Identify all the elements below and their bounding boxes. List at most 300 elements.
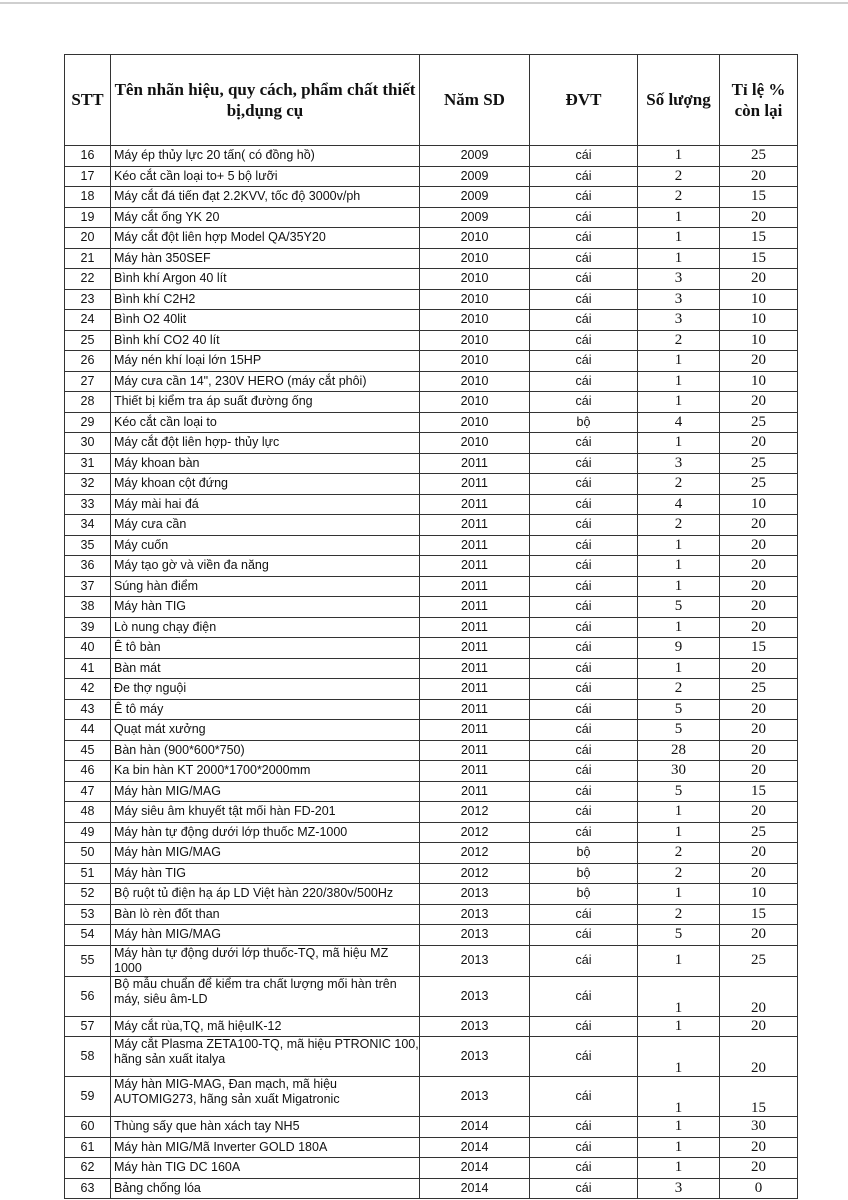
- header-stt: STT: [65, 55, 111, 146]
- cell-unit: cái: [530, 310, 638, 331]
- cell-unit: cái: [530, 658, 638, 679]
- equipment-table: [64, 54, 798, 1199]
- cell-qty: 1: [638, 658, 720, 679]
- cell-pct: 20: [720, 761, 798, 782]
- cell-stt: 37: [65, 576, 111, 597]
- cell-pct: 15: [720, 248, 798, 269]
- table-row: [65, 679, 798, 700]
- table-row: [65, 802, 798, 823]
- cell-name: Máy cưa cần: [111, 515, 420, 536]
- cell-year: 2010: [420, 310, 530, 331]
- cell-stt: 26: [65, 351, 111, 372]
- cell-stt: 50: [65, 843, 111, 864]
- table-row: [65, 945, 798, 976]
- cell-year: 2013: [420, 884, 530, 905]
- cell-stt: 60: [65, 1117, 111, 1138]
- cell-unit: cái: [530, 474, 638, 495]
- cell-unit: cái: [530, 515, 638, 536]
- table-row: [65, 740, 798, 761]
- table-row: [65, 269, 798, 290]
- cell-stt: 54: [65, 925, 111, 946]
- cell-year: 2011: [420, 740, 530, 761]
- cell-stt: 53: [65, 904, 111, 925]
- cell-year: 2010: [420, 412, 530, 433]
- cell-pct: 25: [720, 679, 798, 700]
- cell-year: 2011: [420, 556, 530, 577]
- cell-qty: 1: [638, 976, 720, 1016]
- cell-pct: 20: [720, 802, 798, 823]
- cell-pct: 10: [720, 884, 798, 905]
- cell-stt: 27: [65, 371, 111, 392]
- cell-year: 2011: [420, 515, 530, 536]
- cell-name: Bình khí C2H2: [111, 289, 420, 310]
- cell-qty: 9: [638, 638, 720, 659]
- cell-stt: 36: [65, 556, 111, 577]
- cell-stt: 44: [65, 720, 111, 741]
- cell-qty: 1: [638, 535, 720, 556]
- cell-name: Ê tô máy: [111, 699, 420, 720]
- cell-pct: 20: [720, 351, 798, 372]
- cell-year: 2011: [420, 474, 530, 495]
- cell-pct: 20: [720, 433, 798, 454]
- cell-year: 2012: [420, 822, 530, 843]
- table-row: [65, 1178, 798, 1199]
- cell-name: Máy hàn TIG DC 160A: [111, 1158, 420, 1179]
- cell-unit: bộ: [530, 884, 638, 905]
- cell-name: Máy cắt rùa,TQ, mã hiệuIK-12: [111, 1016, 420, 1037]
- cell-name: Máy tạo gờ và viền đa năng: [111, 556, 420, 577]
- cell-stt: 35: [65, 535, 111, 556]
- cell-stt: 23: [65, 289, 111, 310]
- table-row: [65, 720, 798, 741]
- cell-stt: 49: [65, 822, 111, 843]
- cell-year: 2011: [420, 781, 530, 802]
- cell-name: Bàn lò rèn đốt than: [111, 904, 420, 925]
- cell-year: 2011: [420, 576, 530, 597]
- header-unit: ĐVT: [530, 55, 638, 146]
- cell-pct: 20: [720, 597, 798, 618]
- cell-name: Bảng chống lóa: [111, 1178, 420, 1199]
- cell-unit: cái: [530, 494, 638, 515]
- cell-year: 2012: [420, 802, 530, 823]
- cell-pct: 15: [720, 228, 798, 249]
- table-row: [65, 1158, 798, 1179]
- cell-year: 2009: [420, 146, 530, 167]
- cell-stt: 51: [65, 863, 111, 884]
- table-row: [65, 494, 798, 515]
- table-header: [65, 55, 798, 146]
- cell-unit: cái: [530, 1158, 638, 1179]
- cell-pct: 0: [720, 1178, 798, 1199]
- table-row: [65, 843, 798, 864]
- cell-qty: 1: [638, 1037, 720, 1077]
- cell-pct: 25: [720, 945, 798, 976]
- cell-pct: 25: [720, 453, 798, 474]
- cell-pct: 15: [720, 1077, 798, 1117]
- cell-name: Lò nung chạy điện: [111, 617, 420, 638]
- cell-unit: cái: [530, 976, 638, 1016]
- cell-stt: 19: [65, 207, 111, 228]
- cell-year: 2011: [420, 638, 530, 659]
- cell-unit: cái: [530, 146, 638, 167]
- cell-year: 2010: [420, 269, 530, 290]
- table-row: [65, 371, 798, 392]
- cell-name: Máy cắt đá tiến đạt 2.2KVV, tốc độ 3000v/ph: [111, 187, 420, 208]
- cell-unit: cái: [530, 576, 638, 597]
- cell-unit: cái: [530, 1137, 638, 1158]
- cell-qty: 4: [638, 494, 720, 515]
- cell-stt: 45: [65, 740, 111, 761]
- cell-pct: 20: [720, 658, 798, 679]
- cell-year: 2012: [420, 843, 530, 864]
- cell-qty: 28: [638, 740, 720, 761]
- cell-qty: 1: [638, 1137, 720, 1158]
- cell-year: 2010: [420, 371, 530, 392]
- cell-name: Máy ép thủy lực 20 tấn( có đồng hồ): [111, 146, 420, 167]
- cell-qty: 3: [638, 310, 720, 331]
- cell-name: Máy mài hai đá: [111, 494, 420, 515]
- table-row: [65, 638, 798, 659]
- cell-name: Máy hàn MIG/MAG: [111, 843, 420, 864]
- cell-name: Ka bin hàn KT 2000*1700*2000mm: [111, 761, 420, 782]
- cell-qty: 1: [638, 1077, 720, 1117]
- cell-year: 2011: [420, 617, 530, 638]
- cell-stt: 43: [65, 699, 111, 720]
- cell-name: Đe thợ nguội: [111, 679, 420, 700]
- table-row: [65, 884, 798, 905]
- cell-year: 2014: [420, 1158, 530, 1179]
- cell-pct: 25: [720, 822, 798, 843]
- cell-unit: cái: [530, 228, 638, 249]
- cell-pct: 25: [720, 412, 798, 433]
- table-row: [65, 781, 798, 802]
- cell-name: Máy hàn tự động dưới lớp thuốc-TQ, mã hiệu MZ 1000: [111, 945, 420, 976]
- cell-name: Máy cưa cần 14", 230V HERO (máy cắt phôi): [111, 371, 420, 392]
- cell-unit: cái: [530, 269, 638, 290]
- cell-pct: 20: [720, 925, 798, 946]
- cell-year: 2011: [420, 453, 530, 474]
- cell-year: 2011: [420, 658, 530, 679]
- cell-year: 2011: [420, 597, 530, 618]
- cell-stt: 29: [65, 412, 111, 433]
- cell-pct: 20: [720, 392, 798, 413]
- cell-stt: 18: [65, 187, 111, 208]
- table-row: [65, 166, 798, 187]
- table-row: [65, 207, 798, 228]
- table-row: [65, 576, 798, 597]
- cell-name: Máy cắt ống YK 20: [111, 207, 420, 228]
- table-row: [65, 1117, 798, 1138]
- cell-stt: 41: [65, 658, 111, 679]
- cell-unit: cái: [530, 248, 638, 269]
- cell-stt: 46: [65, 761, 111, 782]
- cell-name: Máy siêu âm khuyết tật mối hàn FD-201: [111, 802, 420, 823]
- cell-stt: 22: [65, 269, 111, 290]
- cell-stt: 20: [65, 228, 111, 249]
- cell-name: Bàn hàn (900*600*750): [111, 740, 420, 761]
- cell-stt: 34: [65, 515, 111, 536]
- cell-name: Kéo cắt cần loại to+ 5 bộ lưỡi: [111, 166, 420, 187]
- cell-pct: 15: [720, 781, 798, 802]
- cell-name: Bàn mát: [111, 658, 420, 679]
- cell-name: Bình khí Argon 40 lít: [111, 269, 420, 290]
- cell-qty: 1: [638, 392, 720, 413]
- cell-year: 2010: [420, 228, 530, 249]
- cell-year: 2010: [420, 289, 530, 310]
- table-row: [65, 433, 798, 454]
- table-row: [65, 453, 798, 474]
- cell-year: 2009: [420, 166, 530, 187]
- cell-qty: 2: [638, 515, 720, 536]
- table-row: [65, 392, 798, 413]
- cell-unit: cái: [530, 822, 638, 843]
- cell-qty: 1: [638, 802, 720, 823]
- cell-unit: cái: [530, 597, 638, 618]
- cell-unit: cái: [530, 289, 638, 310]
- cell-name: Bộ ruột tủ điện hạ áp LD Việt hàn 220/380v/500Hz: [111, 884, 420, 905]
- table-row: [65, 330, 798, 351]
- cell-qty: 5: [638, 925, 720, 946]
- cell-unit: cái: [530, 166, 638, 187]
- cell-unit: cái: [530, 699, 638, 720]
- table-row: [65, 228, 798, 249]
- table-row: [65, 1077, 798, 1117]
- cell-name: Máy hàn tự động dưới lớp thuốc MZ-1000: [111, 822, 420, 843]
- cell-stt: 28: [65, 392, 111, 413]
- cell-pct: 15: [720, 904, 798, 925]
- cell-pct: 25: [720, 474, 798, 495]
- cell-qty: 1: [638, 1117, 720, 1138]
- table-row: [65, 597, 798, 618]
- cell-pct: 20: [720, 1137, 798, 1158]
- cell-year: 2012: [420, 863, 530, 884]
- cell-year: 2011: [420, 699, 530, 720]
- cell-stt: 24: [65, 310, 111, 331]
- cell-pct: 20: [720, 617, 798, 638]
- cell-stt: 52: [65, 884, 111, 905]
- table-row: [65, 310, 798, 331]
- cell-unit: cái: [530, 638, 638, 659]
- cell-qty: 2: [638, 474, 720, 495]
- cell-unit: cái: [530, 535, 638, 556]
- cell-name: Thùng sấy que hàn xách tay NH5: [111, 1117, 420, 1138]
- cell-unit: cái: [530, 371, 638, 392]
- cell-qty: 1: [638, 433, 720, 454]
- cell-name: Ê tô bàn: [111, 638, 420, 659]
- cell-stt: 62: [65, 1158, 111, 1179]
- cell-pct: 20: [720, 515, 798, 536]
- cell-stt: 32: [65, 474, 111, 495]
- cell-year: 2013: [420, 925, 530, 946]
- cell-unit: cái: [530, 781, 638, 802]
- cell-qty: 2: [638, 330, 720, 351]
- cell-qty: 1: [638, 945, 720, 976]
- cell-name: Máy cuốn: [111, 535, 420, 556]
- cell-qty: 2: [638, 863, 720, 884]
- cell-pct: 20: [720, 535, 798, 556]
- table-body: [65, 146, 798, 1199]
- cell-qty: 1: [638, 351, 720, 372]
- cell-name: Thiết bị kiểm tra áp suất đường ống: [111, 392, 420, 413]
- cell-unit: cái: [530, 1077, 638, 1117]
- header-row: [65, 55, 798, 146]
- table-row: [65, 1137, 798, 1158]
- cell-qty: 5: [638, 781, 720, 802]
- cell-name: Bình khí CO2 40 lít: [111, 330, 420, 351]
- cell-pct: 20: [720, 1016, 798, 1037]
- cell-year: 2009: [420, 187, 530, 208]
- cell-stt: 16: [65, 146, 111, 167]
- cell-pct: 20: [720, 1037, 798, 1077]
- cell-stt: 56: [65, 976, 111, 1016]
- cell-name: Máy cắt đột liên hợp Model QA/35Y20: [111, 228, 420, 249]
- cell-unit: cái: [530, 207, 638, 228]
- cell-year: 2011: [420, 494, 530, 515]
- cell-year: 2013: [420, 1077, 530, 1117]
- cell-year: 2010: [420, 330, 530, 351]
- cell-pct: 30: [720, 1117, 798, 1138]
- cell-stt: 58: [65, 1037, 111, 1077]
- cell-qty: 2: [638, 904, 720, 925]
- cell-unit: cái: [530, 187, 638, 208]
- cell-year: 2010: [420, 433, 530, 454]
- cell-year: 2014: [420, 1117, 530, 1138]
- header-name: Tên nhãn hiệu, quy cách, phẩm chất thiết bị,dụng cụ: [111, 55, 420, 146]
- cell-qty: 1: [638, 371, 720, 392]
- cell-unit: cái: [530, 1037, 638, 1077]
- cell-qty: 1: [638, 617, 720, 638]
- cell-pct: 20: [720, 863, 798, 884]
- cell-pct: 10: [720, 289, 798, 310]
- cell-unit: cái: [530, 617, 638, 638]
- cell-year: 2011: [420, 720, 530, 741]
- cell-unit: cái: [530, 1178, 638, 1199]
- page-top-edge: [0, 2, 848, 4]
- cell-stt: 48: [65, 802, 111, 823]
- cell-stt: 55: [65, 945, 111, 976]
- cell-qty: 1: [638, 822, 720, 843]
- cell-pct: 10: [720, 310, 798, 331]
- cell-pct: 20: [720, 207, 798, 228]
- cell-name: Máy hàn 350SEF: [111, 248, 420, 269]
- cell-name: Máy nén khí loại lớn 15HP: [111, 351, 420, 372]
- table-row: [65, 761, 798, 782]
- cell-qty: 2: [638, 166, 720, 187]
- cell-unit: cái: [530, 945, 638, 976]
- cell-pct: 20: [720, 556, 798, 577]
- cell-year: 2013: [420, 1016, 530, 1037]
- cell-pct: 20: [720, 843, 798, 864]
- cell-pct: 20: [720, 576, 798, 597]
- cell-unit: cái: [530, 720, 638, 741]
- table-row: [65, 1016, 798, 1037]
- cell-name: Máy hàn MIG/MAG: [111, 781, 420, 802]
- cell-name: Bình O2 40lit: [111, 310, 420, 331]
- cell-pct: 20: [720, 166, 798, 187]
- table-row: [65, 289, 798, 310]
- cell-stt: 38: [65, 597, 111, 618]
- cell-qty: 2: [638, 679, 720, 700]
- cell-name: Máy khoan cột đứng: [111, 474, 420, 495]
- cell-unit: cái: [530, 925, 638, 946]
- table-row: [65, 556, 798, 577]
- cell-unit: cái: [530, 351, 638, 372]
- cell-qty: 3: [638, 1178, 720, 1199]
- cell-qty: 1: [638, 248, 720, 269]
- cell-unit: cái: [530, 433, 638, 454]
- cell-stt: 57: [65, 1016, 111, 1037]
- table-row: [65, 535, 798, 556]
- cell-year: 2011: [420, 761, 530, 782]
- cell-year: 2011: [420, 679, 530, 700]
- cell-stt: 39: [65, 617, 111, 638]
- cell-stt: 40: [65, 638, 111, 659]
- cell-qty: 1: [638, 207, 720, 228]
- cell-stt: 21: [65, 248, 111, 269]
- cell-pct: 25: [720, 146, 798, 167]
- cell-year: 2014: [420, 1137, 530, 1158]
- cell-stt: 63: [65, 1178, 111, 1199]
- cell-qty: 2: [638, 187, 720, 208]
- cell-pct: 10: [720, 330, 798, 351]
- cell-qty: 1: [638, 228, 720, 249]
- cell-unit: cái: [530, 1117, 638, 1138]
- cell-stt: 59: [65, 1077, 111, 1117]
- cell-qty: 5: [638, 720, 720, 741]
- cell-name: Bộ mẫu chuẩn để kiểm tra chất lượng mối hàn trên máy, siêu âm-LD: [111, 976, 420, 1016]
- cell-name: Máy hàn MIG/Mã Inverter GOLD 180A: [111, 1137, 420, 1158]
- cell-unit: cái: [530, 1016, 638, 1037]
- cell-pct: 20: [720, 740, 798, 761]
- table-row: [65, 863, 798, 884]
- cell-year: 2013: [420, 945, 530, 976]
- cell-name: Máy hàn TIG: [111, 863, 420, 884]
- cell-year: 2010: [420, 248, 530, 269]
- cell-qty: 2: [638, 843, 720, 864]
- cell-name: Máy hàn MIG/MAG: [111, 925, 420, 946]
- cell-name: Quạt mát xưởng: [111, 720, 420, 741]
- cell-pct: 20: [720, 1158, 798, 1179]
- cell-qty: 1: [638, 576, 720, 597]
- table-row: [65, 351, 798, 372]
- table-row: [65, 412, 798, 433]
- cell-unit: cái: [530, 904, 638, 925]
- table-row: [65, 146, 798, 167]
- cell-qty: 1: [638, 1158, 720, 1179]
- cell-name: Kéo cắt cần loại to: [111, 412, 420, 433]
- table-row: [65, 699, 798, 720]
- cell-qty: 5: [638, 597, 720, 618]
- header-pct: Tỉ lệ % còn lại: [720, 55, 798, 146]
- cell-unit: bộ: [530, 863, 638, 884]
- cell-pct: 15: [720, 638, 798, 659]
- table-row: [65, 822, 798, 843]
- cell-name: Súng hàn điểm: [111, 576, 420, 597]
- cell-unit: bộ: [530, 843, 638, 864]
- table-row: [65, 1037, 798, 1077]
- cell-name: Máy khoan bàn: [111, 453, 420, 474]
- cell-year: 2014: [420, 1178, 530, 1199]
- cell-year: 2013: [420, 976, 530, 1016]
- cell-stt: 61: [65, 1137, 111, 1158]
- header-qty: Số lượng: [638, 55, 720, 146]
- cell-qty: 3: [638, 269, 720, 290]
- table-row: [65, 515, 798, 536]
- cell-qty: 1: [638, 1016, 720, 1037]
- cell-name: Máy hàn MIG-MAG, Đan mạch, mã hiệu AUTOMIG273, hãng sản xuất Migatronic: [111, 1077, 420, 1117]
- table-row: [65, 187, 798, 208]
- cell-stt: 30: [65, 433, 111, 454]
